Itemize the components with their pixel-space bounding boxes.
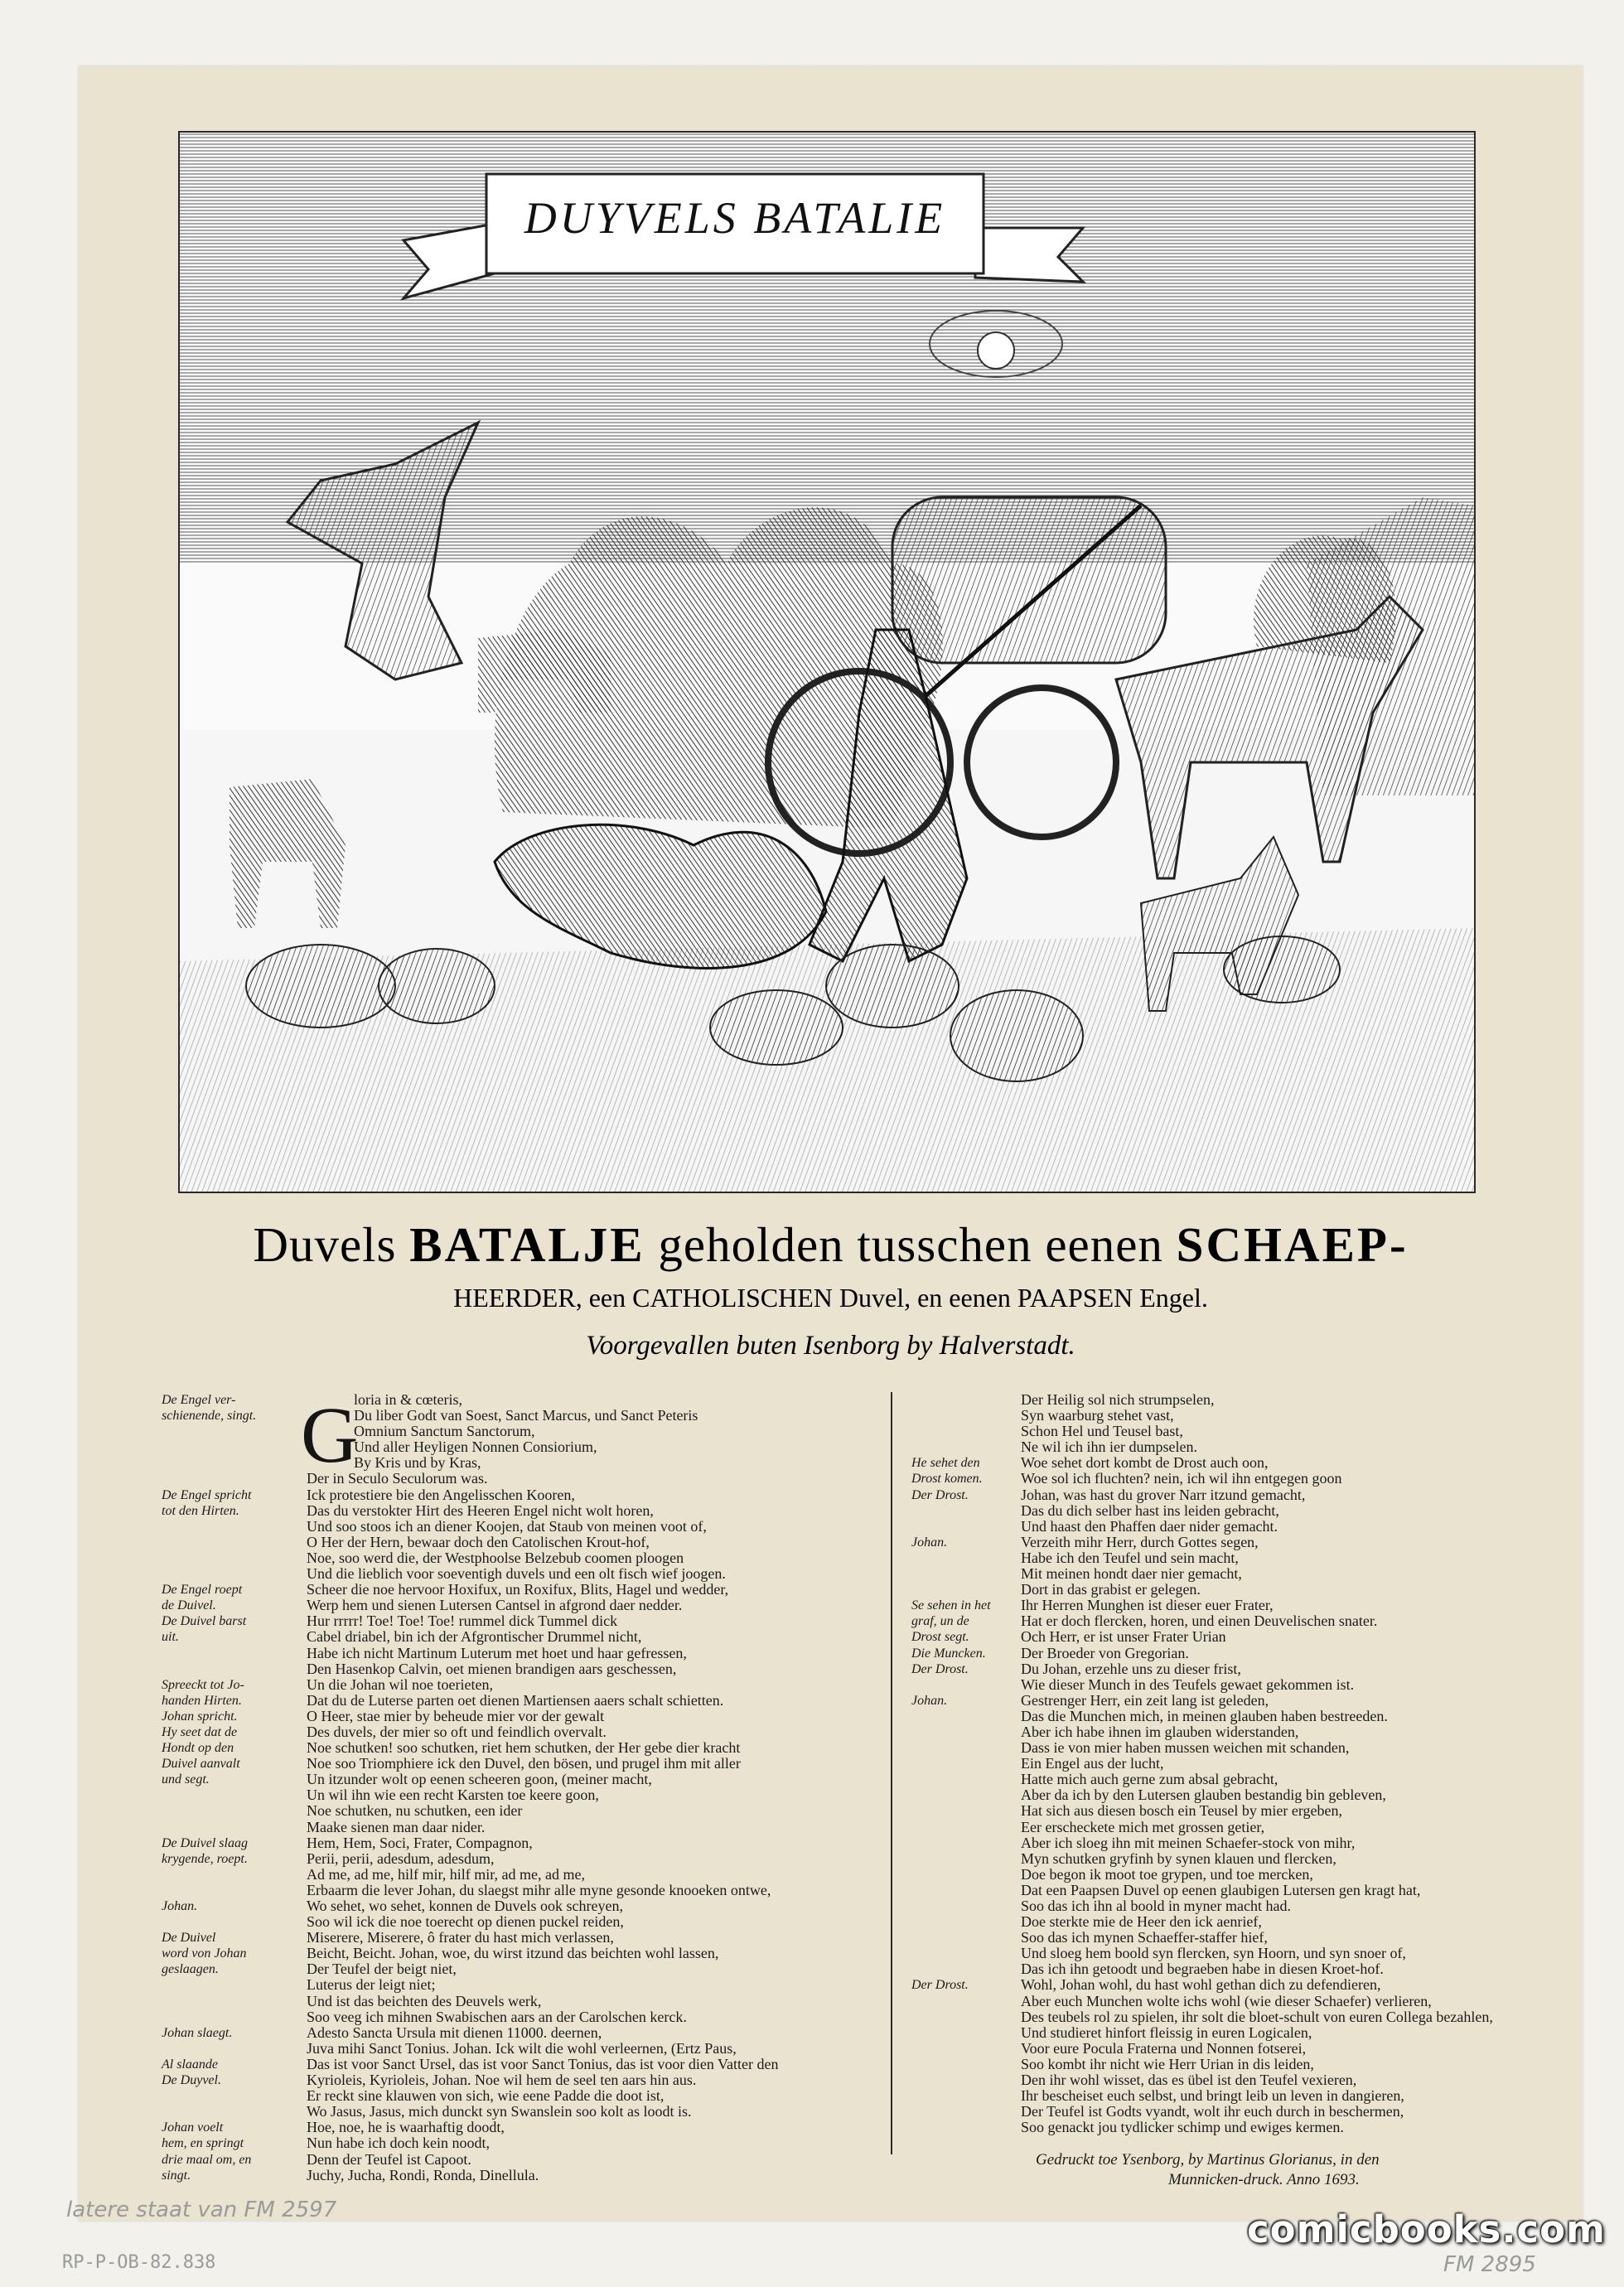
verse-text: Eer erscheckete mich met grossen getier, bbox=[1021, 1818, 1265, 1835]
verse-line bbox=[911, 1740, 1512, 1756]
speaker-note: Drost segt. bbox=[911, 1630, 969, 1645]
verse-line bbox=[162, 1961, 874, 1977]
verse-line bbox=[162, 1803, 874, 1819]
verse-text: Der Teufel ist Godts vyandt, wolt ihr euch durch in beschermen, bbox=[1021, 2103, 1404, 2120]
verse-text: Kyrioleis, Kyrioleis, Johan. Noe wil hem de seel ten aars hin aus. bbox=[307, 2072, 697, 2089]
verse-line bbox=[162, 1677, 874, 1693]
speaker-note: De Duivel slaag bbox=[162, 1835, 248, 1850]
verse-text: Hoe, noe, he is waarhaftig doodt, bbox=[307, 2119, 505, 2136]
verse-line bbox=[911, 1582, 1512, 1598]
verse-line bbox=[911, 1646, 1512, 1661]
speaker-note: Der Drost. bbox=[911, 1487, 969, 1502]
verse-text: Des duvels, der mier so oft und feindlich overvalt. bbox=[307, 1723, 607, 1740]
verse-line bbox=[911, 1455, 1512, 1471]
speaker-note: Hondt op den bbox=[162, 1741, 234, 1756]
verse-text: Och Herr, er ist unser Frater Urian bbox=[1021, 1628, 1226, 1646]
verse-line bbox=[162, 1977, 874, 1993]
sheep bbox=[246, 945, 395, 1027]
verse-text: Aber ich habe ihnen im glauben widerstanden, bbox=[1021, 1723, 1299, 1740]
speaker-note: De Engel spricht bbox=[162, 1487, 252, 1502]
speaker-note: De Engel roept bbox=[162, 1583, 243, 1598]
speaker-note: Johan slaegt. bbox=[162, 2025, 233, 2040]
verse-line bbox=[162, 1724, 874, 1740]
verse-line bbox=[911, 1883, 1512, 1898]
speaker-note: tot den Hirten. bbox=[162, 1503, 239, 1518]
verse-line bbox=[911, 1408, 1512, 1424]
verse-text: Wohl, Johan wohl, du hast wohl gethan dich zu defendieren, bbox=[1021, 1976, 1381, 1994]
verse-line bbox=[911, 1471, 1512, 1487]
verse-text: Und sloeg hem boold syn flercken, syn Hoorn, und syn snoer of, bbox=[1021, 1945, 1406, 1962]
verse-text: Der Broeder von Gregorian. bbox=[1021, 1644, 1189, 1661]
verse-text: Und soo stoos ich an diener Koojen, dat Staub von meinen voot of, bbox=[307, 1517, 707, 1535]
verse-line bbox=[911, 1535, 1512, 1550]
speaker-note: Die Muncken. bbox=[911, 1646, 986, 1661]
verse-text: Und studieret hinfort fleissig in euren Logicalen, bbox=[1021, 2023, 1312, 2041]
verse-line bbox=[911, 1519, 1512, 1535]
speaker-note: Se sehen in het bbox=[911, 1598, 991, 1613]
verse-text: Soo das ich ihn al boold in myner macht had. bbox=[1021, 1898, 1291, 1914]
verse-text: Ick protestiere bie den Angelisschen Kooren, bbox=[307, 1486, 575, 1503]
verse-line bbox=[911, 1851, 1512, 1867]
verse-line bbox=[911, 2041, 1512, 2057]
verse-line bbox=[162, 1820, 874, 1835]
imprint-2: Munnicken-druck. Anno 1693. bbox=[1168, 2170, 1360, 2188]
verse-line bbox=[911, 1914, 1512, 1930]
verse-text: O Heer, stae mier by beheude mier vor der gewalt bbox=[307, 1707, 605, 1724]
verse-text: Den Hasenkop Calvin, oet mienen brandigen aars geschessen, bbox=[307, 1660, 677, 1677]
verse-line bbox=[911, 1820, 1512, 1835]
verse-text: Aber euch Munchen wolte ichs wohl (wie dieser Schaefer) verlieren, bbox=[1021, 1992, 1432, 2009]
verse-line bbox=[162, 2041, 874, 2057]
verse-text: Der Heilig sol nich strumpselen, bbox=[1021, 1391, 1215, 1408]
verse-line bbox=[162, 1787, 874, 1803]
verse-line bbox=[162, 1740, 874, 1756]
verse-text: Hat sich aus diesen bosch ein Teusel by mier ergeben, bbox=[1021, 1802, 1342, 1820]
speaker-note: Spreeckt tot Jo- bbox=[162, 1677, 244, 1692]
speaker-note: word von Johan bbox=[162, 1946, 247, 1961]
verse-text: Das ist voor Sanct Ursel, das ist voor Sanct Tonius, das ist voor dien Vatter den bbox=[307, 2055, 779, 2072]
verse-line bbox=[911, 1503, 1512, 1519]
verse-line bbox=[162, 1424, 874, 1439]
verse-line bbox=[911, 1772, 1512, 1787]
speaker-note: Der Drost. bbox=[911, 1978, 969, 1993]
verse-text: Das ich ihn getoodt und begraeben habe in diesen Kroet-hof. bbox=[1021, 1961, 1384, 1978]
verse-text: Un die Johan wil noe toerieten, bbox=[307, 1675, 493, 1693]
verse-line bbox=[162, 2152, 874, 2168]
verse-line bbox=[162, 1629, 874, 1645]
verse-line bbox=[911, 1661, 1512, 1677]
verse-text: Das du verstokter Hirt des Heeren Engel nicht wolt horen, bbox=[307, 1501, 654, 1519]
title-part-2: BATALJE bbox=[409, 1217, 645, 1272]
verse-text: Das die Munchen mich, in meinen glauben haben bestreeden. bbox=[1021, 1707, 1388, 1724]
verse-line bbox=[162, 1772, 874, 1787]
verse-text: Noe soo Triomphiere ick den Duvel, den bösen, und prugel ihm mit aller bbox=[307, 1755, 741, 1772]
verse-line bbox=[162, 1930, 874, 1946]
verse-line bbox=[162, 2072, 874, 2088]
verse-line bbox=[911, 1756, 1512, 1772]
verse-text: Hur rrrrr! Toe! Toe! Toe! rummel dick Tummel dick bbox=[307, 1613, 618, 1630]
speaker-note: De Duivel bbox=[162, 1931, 216, 1946]
verse-line bbox=[911, 1898, 1512, 1914]
verse-line bbox=[911, 1867, 1512, 1883]
speaker-note: Johan. bbox=[911, 1693, 948, 1708]
speaker-note: Johan voelt bbox=[162, 2120, 224, 2135]
speaker-note: und segt. bbox=[162, 1772, 210, 1787]
pencil-inscription: latere staat van FM 2597 bbox=[66, 2198, 337, 2222]
verse-line bbox=[911, 1946, 1512, 1961]
verse-text: Werp hem und sienen Lutersen Cantsel in afgrond daer nedder. bbox=[307, 1597, 683, 1614]
verse-text: Soo kombt ihr nicht wie Herr Urian in dis leiden, bbox=[1021, 2055, 1314, 2072]
speaker-note: de Duivel. bbox=[162, 1598, 216, 1613]
banner-text: DUYVELS BATALIE bbox=[524, 193, 946, 243]
verse-text: Gestrenger Herr, ein zeit lang ist geleden, bbox=[1021, 1691, 1269, 1709]
verse-text: Dort in das grabist er gelegen. bbox=[1021, 1581, 1201, 1598]
speaker-note: geslaagen. bbox=[162, 1962, 219, 1977]
speaker-note: Der Drost. bbox=[911, 1661, 969, 1676]
verse-text: Voor eure Pocula Fraterna und Nonnen fotserei, bbox=[1021, 2039, 1307, 2057]
verse-text: Syn waarburg stehet vast, bbox=[1021, 1407, 1174, 1424]
verse-text: Noe, soo werd die, der Westphoolse Belzebub coomen ploogen bbox=[307, 1549, 684, 1566]
verse-line bbox=[162, 1835, 874, 1851]
verse-text: Cabel driabel, bin ich der Afgrontischer Drummel nicht, bbox=[307, 1628, 642, 1646]
verse-line bbox=[162, 1392, 874, 1408]
verse-text: Miserere, Miserere, ô frater du hast mich verlassen, bbox=[307, 1929, 614, 1946]
verse-text: Woe sehet dort kombt de Drost auch oon, bbox=[1021, 1454, 1269, 1472]
moon bbox=[978, 332, 1014, 369]
verse-text: Johan, was hast du grover Narr itzund gemacht, bbox=[1021, 1486, 1306, 1503]
title-part-3: geholden tusschen eenen bbox=[645, 1217, 1177, 1272]
verse-text: O Her der Hern, bewaar doch den Catolischen Krout-hof, bbox=[307, 1533, 650, 1550]
verse-text: Du Johan, erzehle uns zu dieser frist, bbox=[1021, 1660, 1241, 1677]
verse-text: Habe ich den Teufel und sein macht, bbox=[1021, 1549, 1239, 1566]
verse-line bbox=[162, 1883, 874, 1898]
verse-line bbox=[911, 1677, 1512, 1693]
verse-line bbox=[911, 1787, 1512, 1803]
verse-line bbox=[162, 1946, 874, 1961]
verse-line bbox=[911, 1439, 1512, 1455]
verse-text: Ad me, ad me, hilf mir, hilf mir, ad me, ad me, bbox=[307, 1865, 585, 1883]
verse-line bbox=[911, 1977, 1512, 1993]
verse-line bbox=[911, 1803, 1512, 1819]
verse-text: Juva mihi Sanct Tonius. Johan. Ick wilt die wohl verleernen, (Ertz Paus, bbox=[307, 2039, 737, 2057]
verse-line bbox=[162, 1471, 874, 1487]
verse-text: Ihr Herren Munghen ist dieser euer Frater, bbox=[1021, 1597, 1274, 1614]
verse-text: Wie dieser Munch in des Teufels gewaet gekommen ist. bbox=[1021, 1675, 1355, 1693]
verse-line bbox=[911, 1835, 1512, 1851]
text-columns bbox=[162, 1392, 1512, 2188]
watermark: comicbooks.com bbox=[1247, 2207, 1606, 2251]
verse-line bbox=[911, 2009, 1512, 2025]
verse-text: Dass ie von mier haben mussen weichen mit schanden, bbox=[1021, 1739, 1350, 1757]
verse-text: Soo das ich mynen Schaeffer-staffer hief, bbox=[1021, 1929, 1268, 1946]
speaker-note: Johan. bbox=[911, 1535, 948, 1550]
verse-line bbox=[162, 1661, 874, 1677]
verse-line bbox=[162, 2088, 874, 2104]
verse-line bbox=[162, 1598, 874, 1613]
verse-line bbox=[911, 2025, 1512, 2041]
verse-text: Woe sol ich fluchten? nein, ich wil ihn entgegen goon bbox=[1021, 1470, 1342, 1487]
verse-text: Und die lieblich voor soeventigh duvels und een olt fisch wief joogen. bbox=[307, 1565, 726, 1583]
verse-line bbox=[911, 2057, 1512, 2072]
drop-cap: G bbox=[301, 1390, 359, 1479]
speaker-note: graf, un de bbox=[911, 1614, 969, 1629]
verse-line bbox=[162, 2120, 874, 2135]
verse-line bbox=[911, 2088, 1512, 2104]
verse-line bbox=[162, 1994, 874, 2009]
speaker-note: De Duivel barst bbox=[162, 1614, 247, 1629]
speaker-note: singt. bbox=[162, 2168, 191, 2183]
verse-line bbox=[911, 2120, 1512, 2135]
speaker-note: Hy seet dat de bbox=[162, 1724, 238, 1739]
verse-text: Noe schutken, nu schutken, een ider bbox=[307, 1802, 523, 1820]
verse-line bbox=[162, 1535, 874, 1550]
verse-text: Soo veeg ich mihnen Swabischen aars an der Carolschen kerck. bbox=[307, 2008, 687, 2025]
verse-text: Denn der Teufel ist Capoot. bbox=[307, 2150, 471, 2168]
imprint-1: Gedruckt toe Ysenborg, by Martinus Glorianus, in den bbox=[1036, 2151, 1380, 2169]
verse-text: Habe ich nicht Martinum Luterum met hoet und haar gefressen, bbox=[307, 1644, 687, 1661]
verse-line bbox=[911, 1994, 1512, 2009]
speaker-note: drie maal om, en bbox=[162, 2152, 252, 2167]
verse-line bbox=[162, 1503, 874, 1519]
verse-text: Aber da ich by den Lutersen glauben bestandig bin gebleven, bbox=[1021, 1787, 1386, 1804]
verse-text: Wo sehet, wo sehet, konnen de Duvels ook schreyen, bbox=[307, 1898, 623, 1914]
verse-line bbox=[162, 2057, 874, 2072]
verse-line bbox=[162, 1613, 874, 1629]
inventory-number: RP-P-OB-82.838 bbox=[62, 2252, 216, 2273]
verse-text: Wo Jasus, Jasus, mich dunckt syn Swanslein soo kolt as loodt is. bbox=[307, 2103, 692, 2120]
verse-text: Den ihr wohl wisset, das es übel ist den Teufel vexieren, bbox=[1021, 2072, 1357, 2089]
paper-sheet bbox=[79, 66, 1583, 2221]
verse-text: Myn schutken gryfinh by synen klauen und flercken, bbox=[1021, 1849, 1336, 1867]
verse-text: Erbaarm die lever Johan, du slaegst mihr alle myne gesonde knooeken ontwe, bbox=[307, 1881, 771, 1898]
verse-line bbox=[911, 1709, 1512, 1724]
verse-line bbox=[162, 1898, 874, 1914]
verse-line bbox=[162, 1455, 874, 1471]
speaker-note: krygende, roept. bbox=[162, 1851, 248, 1866]
verse-line bbox=[162, 1867, 874, 1883]
verse-line bbox=[911, 1566, 1512, 1582]
verse-text: Dat du de Luterse parten oet dienen Martiensen aaers schalt schietten. bbox=[307, 1691, 724, 1709]
title-part-4: SCHAEP- bbox=[1176, 1217, 1409, 1272]
speaker-note: Duivel aanvalt bbox=[162, 1757, 240, 1772]
verse-line bbox=[162, 1709, 874, 1724]
verse-text: Und haast den Phaffen daer nider gemacht. bbox=[1021, 1517, 1278, 1535]
verse-line bbox=[162, 1914, 874, 1930]
speaker-note: De Engel ver- bbox=[162, 1393, 236, 1407]
speaker-note: Johan spricht. bbox=[162, 1709, 238, 1724]
subtitle: HEERDER, een CATHOLISCHEN Duvel, en eenen PAAPSEN Engel. bbox=[453, 1283, 1208, 1313]
verse-line bbox=[911, 1724, 1512, 1740]
verse-text: Mit meinen hondt daer nier gemacht, bbox=[1021, 1565, 1242, 1583]
verse-text: Beicht, Beicht. Johan, woe, du wirst itzund das beichten wohl lassen, bbox=[307, 1945, 719, 1962]
verse-line bbox=[911, 2072, 1512, 2088]
verse-text: Hat er doch flercken, horen, und einen Deuvelischen snater. bbox=[1021, 1613, 1378, 1630]
verse-text: Des teubels rol zu spielen, ihr solt die bloet-schult von euren Collega bezahlen, bbox=[1021, 2008, 1493, 2025]
verse-line bbox=[162, 1408, 874, 1424]
verse-line bbox=[162, 1646, 874, 1661]
main-title bbox=[79, 1216, 1583, 1274]
verse-text: Dat een Paapsen Duvel op eenen glaubigen Lutersen gen kragt hat, bbox=[1021, 1881, 1421, 1898]
verse-text: By Kris und by Kras, bbox=[354, 1454, 481, 1472]
verse-line bbox=[911, 2104, 1512, 2120]
verse-line bbox=[162, 1519, 874, 1535]
title-part-1: Duvels bbox=[253, 1217, 410, 1272]
verse-line bbox=[911, 1598, 1512, 1613]
speaker-note: handen Hirten. bbox=[162, 1693, 242, 1708]
verse-text: Ihr bescheiset euch selbst, und bringt leib un leven in dangieren, bbox=[1021, 2087, 1404, 2105]
speaker-note: Johan. bbox=[162, 1899, 198, 1913]
verse-text: Doe begon ik moot toe grypen, und toe mercken, bbox=[1021, 1865, 1313, 1883]
verse-text: Doe sterkte mie de Heer den ick aenrief, bbox=[1021, 1913, 1262, 1931]
verse-text: Maake sienen man daar nider. bbox=[307, 1818, 486, 1835]
verse-text: Und aller Heyligen Nonnen Consiorium, bbox=[354, 1438, 597, 1456]
verse-text: Ne wil ich ihn ier dumpselen. bbox=[1021, 1438, 1197, 1456]
verse-text: Der Teufel der beigt niet, bbox=[307, 1961, 457, 1978]
verse-text: Scheer die noe hervoor Hoxifux, un Roxifux, Blits, Hagel und wedder, bbox=[307, 1581, 729, 1598]
verse-line bbox=[911, 1392, 1512, 1408]
verse-line bbox=[911, 1961, 1512, 1977]
verse-text: Soo genackt jou tydlicker schimp und ewiges kermen. bbox=[1021, 2119, 1344, 2136]
verse-text: Noe schutken! soo schutken, riet hem schutken, der Her gebe dier kracht bbox=[307, 1739, 741, 1757]
verse-text: loria in & cœteris, bbox=[354, 1391, 462, 1408]
verse-line bbox=[911, 1930, 1512, 1946]
speaker-note: schienende, singt. bbox=[162, 1409, 257, 1424]
speaker-note: Al slaande bbox=[162, 2057, 218, 2072]
verse-text: Hem, Hem, Soci, Frater, Compagnon, bbox=[307, 1834, 533, 1851]
verse-text: Schon Hel und Teusel bast, bbox=[1021, 1423, 1183, 1440]
speaker-note: Drost komen. bbox=[911, 1472, 983, 1487]
verse-text: Juchy, Jucha, Rondi, Ronda, Dinellula. bbox=[307, 2166, 539, 2183]
verse-text: Verzeith mihr Herr, durch Gottes segen, bbox=[1021, 1533, 1259, 1550]
verse-text: Das du dich selber hast ins leiden gebracht, bbox=[1021, 1501, 1279, 1519]
verse-text: Omnium Sanctum Sanctorum, bbox=[354, 1423, 535, 1440]
verse-text: Un wil ihn wie een recht Karsten toe keere goon, bbox=[307, 1787, 599, 1804]
verse-text: Ein Engel aus der lucht, bbox=[1021, 1755, 1164, 1772]
verse-text: Adesto Sancta Ursula mit dienen 11000. deernen, bbox=[307, 2023, 602, 2041]
verse-line bbox=[162, 1487, 874, 1503]
pencil-number: FM 2895 bbox=[1443, 2252, 1536, 2277]
verse-line bbox=[911, 1424, 1512, 1439]
verse-line bbox=[911, 1693, 1512, 1709]
column-divider bbox=[891, 1392, 892, 2154]
verse-line bbox=[162, 1550, 874, 1566]
speaker-note: uit. bbox=[162, 1630, 179, 1645]
verse-line bbox=[162, 1693, 874, 1709]
verse-text: Perii, perii, adesdum, adesdum, bbox=[307, 1849, 495, 1867]
verse-text: Du liber Godt van Soest, Sanct Marcus, und Sanct Peteris bbox=[354, 1407, 698, 1424]
verse-line bbox=[162, 2025, 874, 2041]
verse-text: Der in Seculo Seculorum was. bbox=[307, 1470, 488, 1487]
speaker-note: hem, en springt bbox=[162, 2136, 244, 2151]
verse-text: Soo wil ick die noe toerecht op dienen puckel reiden, bbox=[307, 1913, 624, 1931]
verse-line bbox=[162, 1582, 874, 1598]
verse-text: Nun habe ich doch kein noodt, bbox=[307, 2135, 490, 2152]
speaker-note: He sehet den bbox=[911, 1456, 980, 1471]
verse-line bbox=[911, 1613, 1512, 1629]
verse-text: Luterus der leigt niet; bbox=[307, 1976, 436, 1994]
verse-line bbox=[162, 1756, 874, 1772]
verse-line bbox=[911, 1550, 1512, 1566]
verse-line bbox=[162, 2104, 874, 2120]
verse-line bbox=[911, 1487, 1512, 1503]
verse-text: Hatte mich auch gerne zum absal gebracht, bbox=[1021, 1771, 1278, 1788]
verse-line bbox=[162, 2168, 874, 2183]
engraving-illustration bbox=[178, 131, 1476, 1193]
place-line: Voorgevallen buten Isenborg by Halverstadt. bbox=[586, 1331, 1075, 1361]
verse-line bbox=[162, 2009, 874, 2025]
verse-line bbox=[911, 1629, 1512, 1645]
verse-line bbox=[162, 2135, 874, 2151]
speaker-note: De Duyvel. bbox=[162, 2073, 221, 2088]
verse-line bbox=[162, 1566, 874, 1582]
verse-line bbox=[162, 1851, 874, 1867]
verse-text: Un itzunder wolt op eenen scheeren goon, (meiner macht, bbox=[307, 1771, 652, 1788]
verse-line bbox=[162, 1439, 874, 1455]
verse-text: Und ist das beichten des Deuvels werk, bbox=[307, 1992, 542, 2009]
verse-text: Er reckt sine klauwen von sich, wie eene Padde die doot ist, bbox=[307, 2087, 665, 2105]
verse-text: Aber ich sloeg ihn mit meinen Schaefer-stock von mihr, bbox=[1021, 1834, 1356, 1851]
